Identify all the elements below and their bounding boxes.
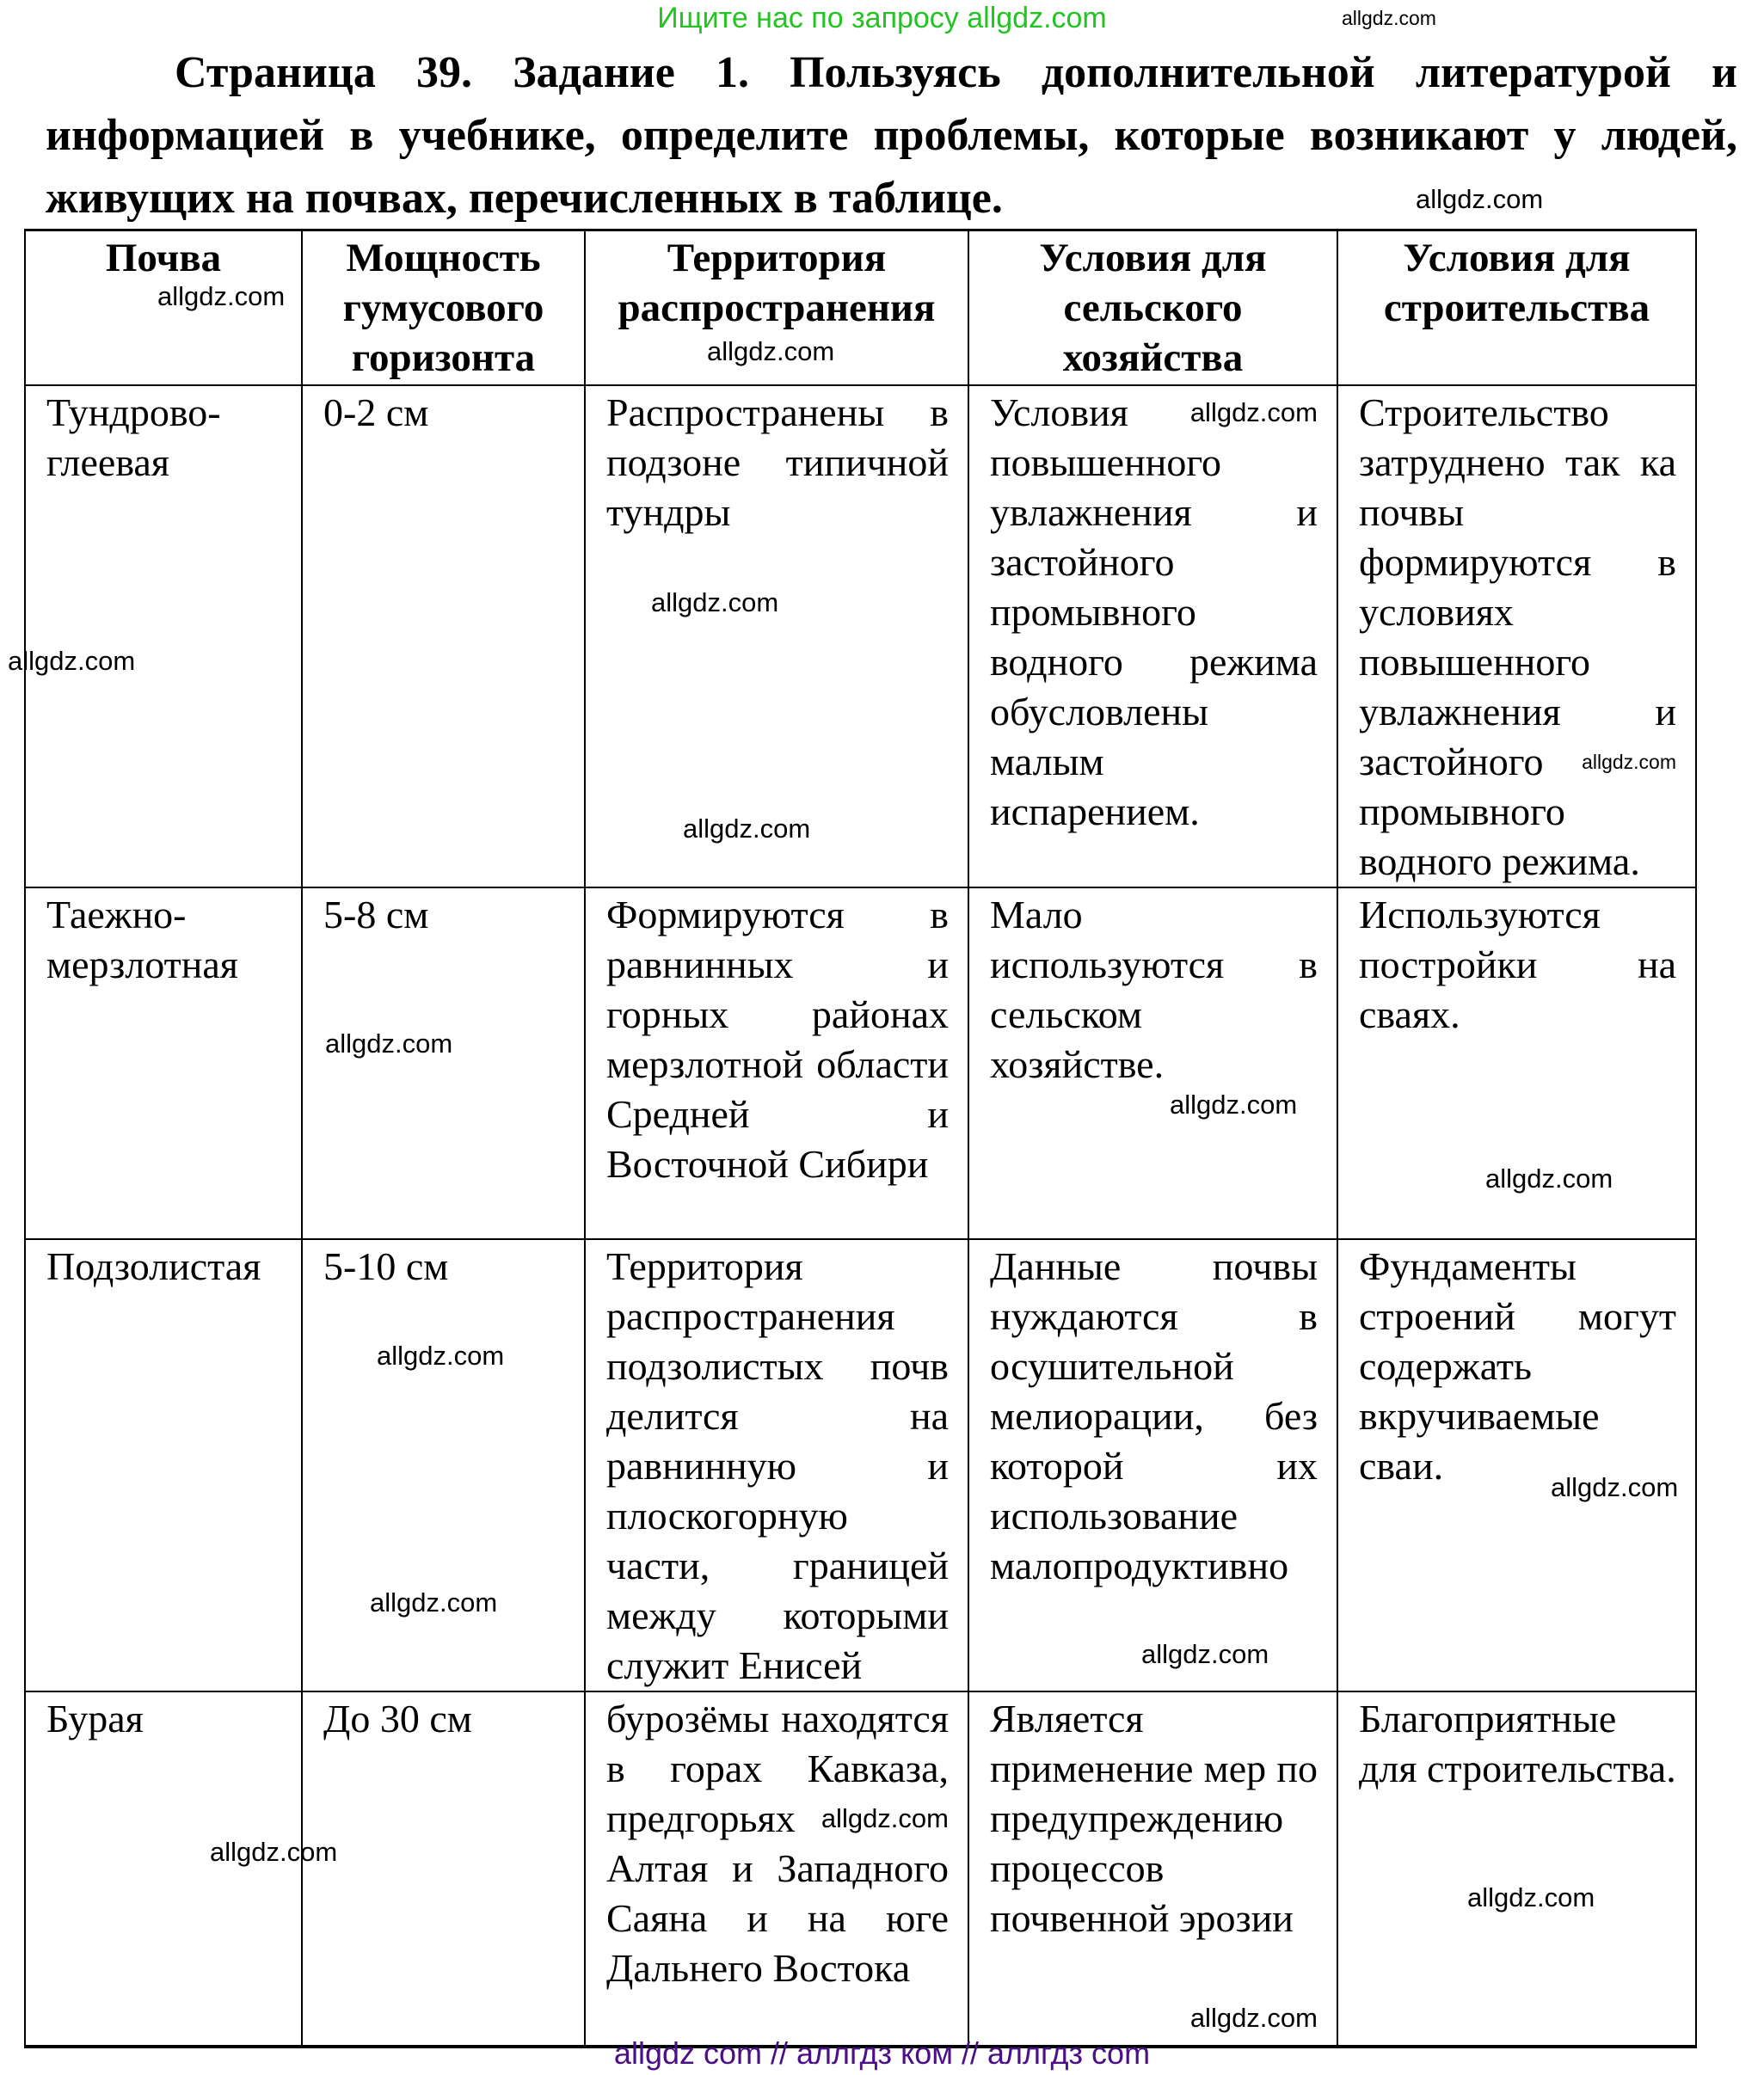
cell-territory — [585, 1691, 968, 2047]
cell-construction: Фундаменты строений могут содержать вкручиваемые сваи. — [1337, 1239, 1696, 1691]
watermark: allgdz.com — [683, 813, 811, 844]
watermark: allgdz.com — [1416, 184, 1544, 214]
cell-humus: До 30 см — [302, 1691, 585, 2047]
cell-territory: Формируются в равнинных и горных районах мерзлотной области Средней и Восточной Сибири — [585, 887, 968, 1239]
cell-construction: Благоприятные для строительства. — [1337, 1691, 1696, 2047]
top-banner-link[interactable]: Ищите нас по запросу allgdz.com — [657, 2, 1107, 34]
cell-agriculture — [968, 1691, 1337, 2047]
header-agriculture: Условия для сельского хозяйства — [968, 230, 1337, 386]
watermark: allgdz.com — [651, 587, 779, 617]
watermark: allgdz.com — [1189, 397, 1318, 427]
watermark: allgdz.com — [377, 1341, 505, 1371]
header-construction: Условия для строительства — [1337, 230, 1696, 386]
cell-soil: Подзолистая — [25, 1239, 302, 1691]
watermark: allgdz.com — [1189, 2003, 1318, 2033]
cell-territory: Распространены в подзоне типичной тундры — [585, 385, 968, 887]
cell-text: Строительство затруднено так ка почвы формируются в условиях повышенного увлажнения и застойного промывного водного режима. — [1359, 390, 1676, 883]
watermark: allgdz.com — [1582, 751, 1676, 773]
header-humus: Мощность гумусового горизонта — [302, 230, 585, 386]
cell-soil: Бурая — [25, 1691, 302, 2047]
watermark: allgdz.com — [707, 336, 835, 366]
cell-text: Является применение мер по предупреждению процессов почвенной эрозии — [990, 1697, 1318, 1940]
soil-table — [24, 229, 1697, 2048]
table-row — [25, 887, 1696, 1239]
watermark: allgdz.com — [1141, 1639, 1269, 1669]
watermark: allgdz.com — [821, 1803, 949, 1833]
cell-agriculture: Данные почвы нуждаются в осушительной мелиорации, без которой их использование малопродуктивно — [968, 1239, 1337, 1691]
watermark: allgdz.com — [157, 281, 286, 311]
cell-agriculture — [968, 385, 1337, 887]
table-row — [25, 1691, 1696, 2047]
footer-link[interactable]: allgdz com // аллгдз ком // аллгдз com — [613, 2035, 1151, 2071]
watermark: allgdz.com — [325, 1028, 453, 1059]
table-row — [25, 385, 1696, 887]
watermark: allgdz.com — [1551, 1472, 1679, 1502]
table-row — [25, 1239, 1696, 1691]
cell-text: Условия повышенного увлажнения и застойного промывного водного режима обусловлены малым испарением. — [990, 390, 1318, 833]
watermark: allgdz.com — [1170, 1090, 1298, 1120]
cell-text: бурозёмы находятся в горах Кавказа, предгорьях Алтая и Западного Саяна и на юге Дальнего Востока — [606, 1697, 949, 1990]
watermark: allgdz.com — [1467, 1882, 1595, 1912]
cell-construction — [1337, 385, 1696, 887]
watermark: allgdz.com — [8, 646, 136, 676]
task-heading: Страница 39. Задание 1. Пользуясь дополнительной литературой и информацией в учебнике, определите проблемы, которые возникают у людей, живущих на почвах, перечисленных в таблице. — [46, 48, 1737, 223]
watermark: allgdz.com — [370, 1587, 498, 1618]
cell-humus: 5-8 см — [302, 887, 585, 1239]
cell-territory: Территория распространения подзолистых почв делится на равнинную и плоскогорную части, границей между которыми служит Енисей — [585, 1239, 968, 1691]
cell-soil: Таежно-мерзлотная — [25, 887, 302, 1239]
watermark: allgdz.com — [1342, 7, 1436, 29]
cell-soil: Тундрово-глеевая — [25, 385, 302, 887]
watermark: allgdz.com — [1485, 1163, 1613, 1194]
header-territory: Территория распространения — [585, 230, 968, 386]
cell-humus: 0-2 см — [302, 385, 585, 887]
cell-humus: 5-10 см — [302, 1239, 585, 1691]
watermark: allgdz.com — [210, 1837, 338, 1867]
cell-construction: Используются постройки на сваях. — [1337, 887, 1696, 1239]
cell-agriculture: Мало используются в сельском хозяйстве. — [968, 887, 1337, 1239]
header-soil: Почва — [25, 230, 302, 386]
